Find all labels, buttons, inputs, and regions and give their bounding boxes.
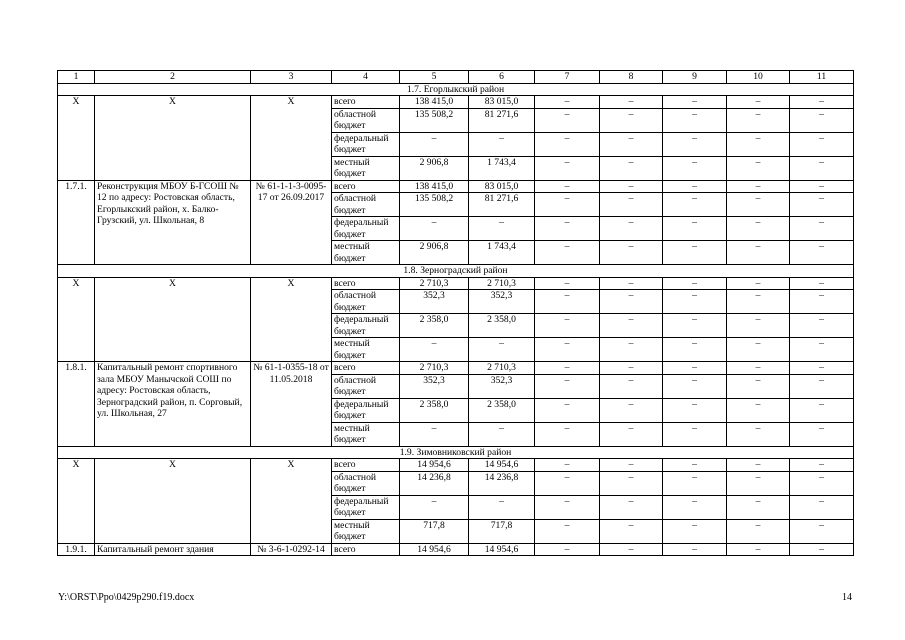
empty-cell: – <box>790 180 854 193</box>
empty-cell: – <box>535 362 600 375</box>
empty-cell: – <box>600 277 663 290</box>
table-row <box>58 543 854 556</box>
empty-cell: – <box>727 241 790 265</box>
budget-label: областной бюджет <box>332 471 400 495</box>
budget-label: федеральный бюджет <box>332 314 400 338</box>
x-cell: Х <box>251 277 332 362</box>
table-row <box>58 96 854 109</box>
value-cell: 717,8 <box>400 519 469 543</box>
empty-cell: – <box>535 398 600 422</box>
empty-cell: – <box>535 96 600 109</box>
budget-label: всего <box>332 362 400 375</box>
empty-cell: – <box>663 156 727 180</box>
value-cell: – <box>469 495 535 519</box>
empty-cell: – <box>790 290 854 314</box>
value-cell: 2 358,0 <box>400 398 469 422</box>
empty-cell: – <box>790 519 854 543</box>
budget-label: всего <box>332 96 400 109</box>
empty-cell: – <box>600 108 663 132</box>
empty-cell: – <box>663 459 727 472</box>
empty-cell: – <box>727 277 790 290</box>
empty-cell: – <box>600 241 663 265</box>
value-cell: 2 358,0 <box>469 398 535 422</box>
x-cell: Х <box>95 459 251 544</box>
empty-cell: – <box>727 495 790 519</box>
x-cell: Х <box>58 96 95 181</box>
empty-cell: – <box>727 290 790 314</box>
empty-cell: – <box>600 422 663 446</box>
item-name: Капитальный ремонт здания <box>95 543 251 556</box>
budget-label: федеральный бюджет <box>332 398 400 422</box>
empty-cell: – <box>600 543 663 556</box>
value-cell: 14 954,6 <box>469 459 535 472</box>
empty-cell: – <box>535 156 600 180</box>
table-row <box>58 362 854 375</box>
budget-label: всего <box>332 277 400 290</box>
budget-label: местный бюджет <box>332 422 400 446</box>
empty-cell: – <box>790 241 854 265</box>
empty-cell: – <box>727 96 790 109</box>
budget-label: областной бюджет <box>332 374 400 398</box>
value-cell: 138 415,0 <box>400 96 469 109</box>
empty-cell: – <box>790 398 854 422</box>
column-header: 9 <box>663 71 727 84</box>
header-row <box>58 71 854 84</box>
empty-cell: – <box>790 362 854 375</box>
empty-cell: – <box>535 422 600 446</box>
budget-label: всего <box>332 180 400 193</box>
empty-cell: – <box>600 96 663 109</box>
value-cell: 14 954,6 <box>400 459 469 472</box>
empty-cell: – <box>600 156 663 180</box>
empty-cell: – <box>727 156 790 180</box>
value-cell: 1 743,4 <box>469 241 535 265</box>
budget-label: местный бюджет <box>332 519 400 543</box>
empty-cell: – <box>535 132 600 156</box>
empty-cell: – <box>727 193 790 217</box>
empty-cell: – <box>663 217 727 241</box>
empty-cell: – <box>790 459 854 472</box>
empty-cell: – <box>663 338 727 362</box>
empty-cell: – <box>727 132 790 156</box>
empty-cell: – <box>600 132 663 156</box>
value-cell: – <box>469 217 535 241</box>
empty-cell: – <box>535 519 600 543</box>
empty-cell: – <box>600 374 663 398</box>
empty-cell: – <box>535 277 600 290</box>
x-cell: Х <box>95 277 251 362</box>
value-cell: 135 508,2 <box>400 193 469 217</box>
column-header: 6 <box>469 71 535 84</box>
item-document: № 3-6-1-0292-14 <box>251 543 332 556</box>
empty-cell: – <box>663 241 727 265</box>
empty-cell: – <box>727 398 790 422</box>
empty-cell: – <box>663 96 727 109</box>
column-header: 4 <box>332 71 400 84</box>
empty-cell: – <box>535 180 600 193</box>
budget-label: местный бюджет <box>332 156 400 180</box>
empty-cell: – <box>535 338 600 362</box>
x-cell: Х <box>58 459 95 544</box>
x-cell: Х <box>95 96 251 181</box>
empty-cell: – <box>790 193 854 217</box>
empty-cell: – <box>600 314 663 338</box>
empty-cell: – <box>790 132 854 156</box>
empty-cell: – <box>663 314 727 338</box>
empty-cell: – <box>535 290 600 314</box>
x-cell: Х <box>58 277 95 362</box>
item-name: Реконструкция МБОУ Б-ГСОШ № 12 по адресу: Ростовская область, Егорлыкский район, х. Балко-Грузский, ул. Школьная, 8 <box>95 180 251 265</box>
empty-cell: – <box>663 495 727 519</box>
value-cell: – <box>469 338 535 362</box>
empty-cell: – <box>790 96 854 109</box>
empty-cell: – <box>663 180 727 193</box>
empty-cell: – <box>727 180 790 193</box>
empty-cell: – <box>663 422 727 446</box>
value-cell: – <box>400 217 469 241</box>
empty-cell: – <box>663 290 727 314</box>
x-cell: Х <box>251 459 332 544</box>
empty-cell: – <box>535 314 600 338</box>
empty-cell: – <box>600 471 663 495</box>
budget-label: федеральный бюджет <box>332 132 400 156</box>
budget-label: федеральный бюджет <box>332 495 400 519</box>
empty-cell: – <box>790 108 854 132</box>
value-cell: 14 236,8 <box>469 471 535 495</box>
empty-cell: – <box>535 459 600 472</box>
budget-table <box>57 70 854 556</box>
empty-cell: – <box>727 543 790 556</box>
empty-cell: – <box>727 108 790 132</box>
empty-cell: – <box>727 471 790 495</box>
value-cell: 352,3 <box>400 290 469 314</box>
column-header: 1 <box>58 71 95 84</box>
column-header: 11 <box>790 71 854 84</box>
item-number: 1.7.1. <box>58 180 95 265</box>
empty-cell: – <box>600 290 663 314</box>
value-cell: 2 358,0 <box>469 314 535 338</box>
page-number: 14 <box>842 592 852 603</box>
value-cell: 135 508,2 <box>400 108 469 132</box>
file-path: Y:\ORST\Ppo\0429p290.f19.docx <box>58 592 195 603</box>
empty-cell: – <box>535 241 600 265</box>
column-header: 3 <box>251 71 332 84</box>
value-cell: 2 710,3 <box>400 277 469 290</box>
value-cell: 81 271,6 <box>469 193 535 217</box>
value-cell: 138 415,0 <box>400 180 469 193</box>
column-header: 2 <box>95 71 251 84</box>
section-title: 1.7. Егорлыкский район <box>58 83 854 96</box>
value-cell: 14 954,6 <box>400 543 469 556</box>
value-cell: 352,3 <box>469 374 535 398</box>
empty-cell: – <box>663 374 727 398</box>
item-document: № 61-1-1-3-0095-17 от 26.09.2017 <box>251 180 332 265</box>
empty-cell: – <box>600 519 663 543</box>
empty-cell: – <box>600 398 663 422</box>
empty-cell: – <box>790 543 854 556</box>
section-title-row <box>58 265 854 278</box>
budget-label: местный бюджет <box>332 338 400 362</box>
value-cell: 2 710,3 <box>400 362 469 375</box>
empty-cell: – <box>727 519 790 543</box>
value-cell: – <box>469 422 535 446</box>
empty-cell: – <box>663 277 727 290</box>
empty-cell: – <box>790 374 854 398</box>
value-cell: 2 906,8 <box>400 241 469 265</box>
budget-label: областной бюджет <box>332 108 400 132</box>
column-header: 7 <box>535 71 600 84</box>
empty-cell: – <box>535 108 600 132</box>
empty-cell: – <box>600 217 663 241</box>
empty-cell: – <box>663 108 727 132</box>
section-title-row <box>58 446 854 459</box>
value-cell: 14 954,6 <box>469 543 535 556</box>
value-cell: 2 710,3 <box>469 277 535 290</box>
empty-cell: – <box>600 180 663 193</box>
budget-label: всего <box>332 543 400 556</box>
empty-cell: – <box>535 374 600 398</box>
value-cell: 2 906,8 <box>400 156 469 180</box>
empty-cell: – <box>727 422 790 446</box>
value-cell: 2 710,3 <box>469 362 535 375</box>
empty-cell: – <box>790 217 854 241</box>
empty-cell: – <box>790 277 854 290</box>
empty-cell: – <box>727 459 790 472</box>
section-title: 1.8. Зерноградский район <box>58 265 854 278</box>
column-header: 5 <box>400 71 469 84</box>
empty-cell: – <box>663 543 727 556</box>
empty-cell: – <box>535 471 600 495</box>
item-document: № 61-1-0355-18 от 11.05.2018 <box>251 362 332 447</box>
empty-cell: – <box>727 374 790 398</box>
value-cell: – <box>400 132 469 156</box>
value-cell: 717,8 <box>469 519 535 543</box>
section-title-row <box>58 83 854 96</box>
empty-cell: – <box>600 338 663 362</box>
value-cell: 83 015,0 <box>469 96 535 109</box>
value-cell: 14 236,8 <box>400 471 469 495</box>
empty-cell: – <box>535 193 600 217</box>
empty-cell: – <box>600 362 663 375</box>
value-cell: 352,3 <box>469 290 535 314</box>
section-title: 1.9. Зимовниковский район <box>58 446 854 459</box>
empty-cell: – <box>600 193 663 217</box>
value-cell: 81 271,6 <box>469 108 535 132</box>
empty-cell: – <box>790 471 854 495</box>
table-row <box>58 277 854 290</box>
table-row <box>58 459 854 472</box>
column-header: 8 <box>600 71 663 84</box>
empty-cell: – <box>600 495 663 519</box>
empty-cell: – <box>727 314 790 338</box>
empty-cell: – <box>790 338 854 362</box>
budget-label: местный бюджет <box>332 241 400 265</box>
value-cell: – <box>400 422 469 446</box>
empty-cell: – <box>663 398 727 422</box>
empty-cell: – <box>600 459 663 472</box>
x-cell: Х <box>251 96 332 181</box>
budget-label: федеральный бюджет <box>332 217 400 241</box>
empty-cell: – <box>727 217 790 241</box>
item-number: 1.8.1. <box>58 362 95 447</box>
table-body <box>58 71 854 556</box>
empty-cell: – <box>663 193 727 217</box>
empty-cell: – <box>535 543 600 556</box>
empty-cell: – <box>727 338 790 362</box>
empty-cell: – <box>663 132 727 156</box>
empty-cell: – <box>663 471 727 495</box>
empty-cell: – <box>790 495 854 519</box>
budget-label: областной бюджет <box>332 193 400 217</box>
item-number: 1.9.1. <box>58 543 95 556</box>
value-cell: – <box>400 338 469 362</box>
empty-cell: – <box>663 519 727 543</box>
value-cell: 83 015,0 <box>469 180 535 193</box>
table-row <box>58 180 854 193</box>
value-cell: – <box>469 132 535 156</box>
empty-cell: – <box>790 156 854 180</box>
empty-cell: – <box>663 362 727 375</box>
value-cell: 1 743,4 <box>469 156 535 180</box>
budget-label: всего <box>332 459 400 472</box>
empty-cell: – <box>790 314 854 338</box>
value-cell: – <box>400 495 469 519</box>
column-header: 10 <box>727 71 790 84</box>
empty-cell: – <box>727 362 790 375</box>
item-name: Капитальный ремонт спортивного зала МБОУ Манычской СОШ по адресу: Ростовская область, Зерноградский район, п. Сорговый, ул. Школьная, 27 <box>95 362 251 447</box>
empty-cell: – <box>535 217 600 241</box>
budget-label: областной бюджет <box>332 290 400 314</box>
value-cell: 352,3 <box>400 374 469 398</box>
value-cell: 2 358,0 <box>400 314 469 338</box>
empty-cell: – <box>790 422 854 446</box>
empty-cell: – <box>535 495 600 519</box>
